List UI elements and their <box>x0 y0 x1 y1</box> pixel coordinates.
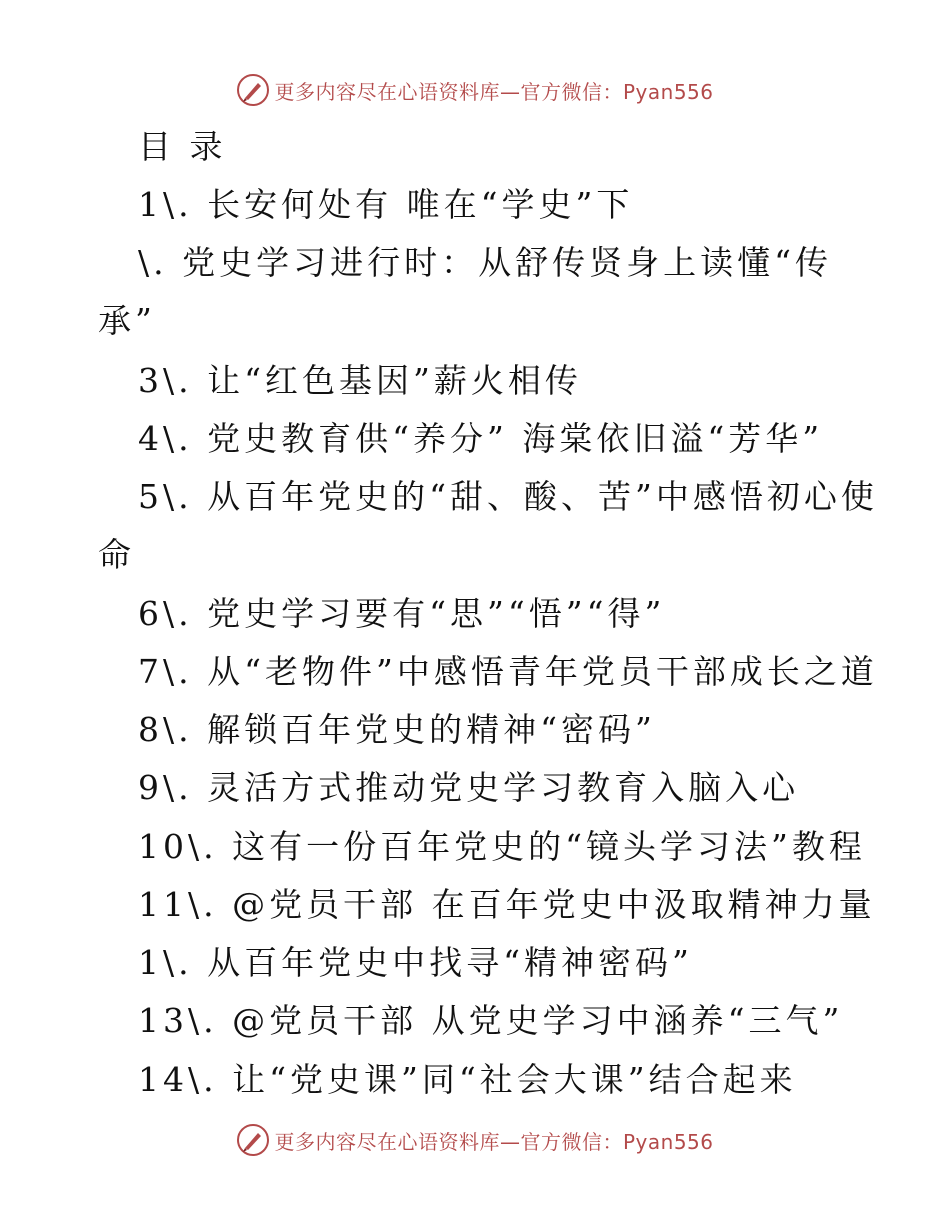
banner-label: 更多内容尽在心语资料库—官方微信： <box>274 79 623 104</box>
wechat-id: Pyan556 <box>622 79 714 104</box>
pen-logo-icon <box>236 73 270 107</box>
pen-logo-icon <box>236 1123 270 1157</box>
wechat-id: Pyan556 <box>622 1129 714 1154</box>
toc-line: 1\. 从百年党史中找寻“精神密码” <box>138 943 693 982</box>
toc-line: 13\. @党员干部 从党史学习中涵养“三气” <box>138 1001 844 1040</box>
banner-label: 更多内容尽在心语资料库—官方微信： <box>274 1129 623 1154</box>
toc-line: 7\. 从“老物件”中感悟青年党员干部成长之道 <box>138 652 878 691</box>
toc-line: 8\. 解锁百年党史的精神“密码” <box>138 710 656 749</box>
toc-line: \. 党史学习进行时：从舒传贤身上读懂“传 <box>138 243 832 282</box>
toc-line: 5\. 从百年党史的“甜、酸、苦”中感悟初心使 <box>138 477 878 516</box>
footer-banner <box>0 1118 950 1162</box>
toc-line: 9\. 灵活方式推动党史学习教育入脑入心 <box>138 768 800 807</box>
toc-title: 目 录 <box>138 127 227 166</box>
toc-line: 10\. 这有一份百年党史的“镜头学习法”教程 <box>138 827 866 866</box>
header-banner <box>0 68 950 112</box>
banner-text <box>274 1126 713 1155</box>
toc-line: 1\. 长安何处有 唯在“学史”下 <box>138 185 634 224</box>
toc-line: 承” <box>98 301 156 340</box>
toc-line: 14\. 让“党史课”同“社会大课”结合起来 <box>138 1060 797 1099</box>
toc-line: 3\. 让“红色基因”薪火相传 <box>138 361 582 400</box>
toc-line: 6\. 党史学习要有“思”“悟”“得” <box>138 594 666 633</box>
toc-line: 命 <box>98 535 135 574</box>
toc-line: 4\. 党史教育供“养分” 海棠依旧溢“芳华” <box>138 419 824 458</box>
banner-text <box>274 76 713 105</box>
toc-line: 11\. @党员干部 在百年党史中汲取精神力量 <box>138 885 876 924</box>
